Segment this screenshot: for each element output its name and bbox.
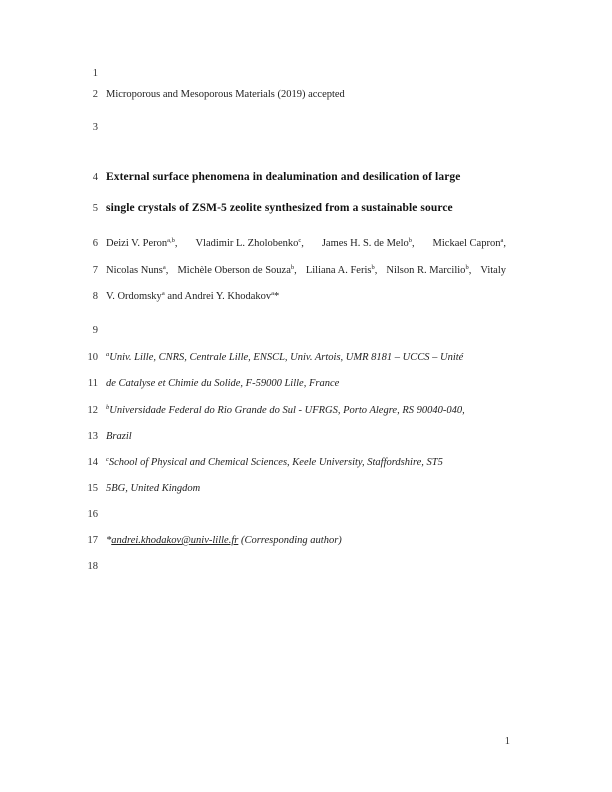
- affiliation-c: [106, 456, 506, 470]
- author-name: [386, 264, 471, 278]
- author-separator: ,: [374, 265, 378, 276]
- corresponding-star: *: [106, 535, 112, 546]
- line-number: 3: [92, 122, 98, 133]
- author-text: Michèle Oberson de Souza: [177, 265, 291, 276]
- line-number: 1: [92, 68, 98, 79]
- author-affiliation-marker: c: [298, 237, 302, 244]
- affiliation-text: Univ. Lille, CNRS, Centrale Lille, ENSCL, Univ. Artois, UMR 8181 – UCCS – Unité: [109, 352, 464, 363]
- author-name: [195, 237, 303, 251]
- author-affiliation-marker: a: [161, 290, 165, 297]
- affiliation-a: [106, 351, 506, 365]
- author-text: Mickael Capron: [432, 238, 501, 249]
- author-text: Vitaly: [480, 265, 506, 276]
- line-number: 5: [92, 203, 98, 214]
- author-text: and Andrei Y. Khodakov: [167, 291, 272, 302]
- corresponding-note: (Corresponding author): [240, 535, 342, 546]
- author-name: [167, 291, 279, 302]
- line-number: 11: [87, 378, 98, 389]
- affiliation-c-cont: 5BG, United Kingdom: [106, 483, 201, 494]
- line-number: 17: [87, 535, 98, 546]
- affiliation-text: Universidade Federal do Rio Grande do Sul - UFRGS, Porto Alegre, RS 90040-040,: [109, 405, 465, 416]
- author-affiliation-marker: a: [271, 290, 275, 297]
- author-line: [106, 237, 506, 251]
- author-name: [177, 264, 296, 278]
- line-number: 12: [87, 405, 98, 416]
- line-number: 18: [87, 561, 98, 572]
- author-name: [433, 237, 506, 251]
- author-line: [106, 290, 506, 304]
- author-line: [106, 264, 506, 278]
- author-text: Deizi V. Peron: [106, 238, 168, 249]
- line-number: 9: [92, 325, 98, 336]
- author-text: Nilson R. Marcilio: [386, 265, 466, 276]
- author-name: [480, 264, 506, 278]
- line-number: 15: [87, 483, 98, 494]
- author-affiliation-marker: b: [290, 264, 295, 271]
- author-name: [106, 264, 168, 278]
- line-number: 10: [87, 352, 98, 363]
- email-link[interactable]: andrei.khodakov@univ-lille.fr: [111, 535, 239, 546]
- author-separator: ,: [468, 265, 472, 276]
- title-text: External surface phenomena in dealumination and desilication of large: [106, 171, 461, 183]
- line-number: 14: [87, 457, 98, 468]
- paper-title-line-1: [106, 170, 506, 184]
- affiliation-marker: c: [106, 456, 109, 463]
- author-affiliation-marker: a: [162, 264, 166, 271]
- author-name: [106, 291, 165, 302]
- affiliation-b: [106, 404, 506, 418]
- journal-reference: Microporous and Mesoporous Materials (2019) accepted: [106, 89, 345, 100]
- author-separator: ,: [294, 265, 297, 276]
- affiliation-marker: b: [106, 404, 110, 411]
- corresponding-author: [106, 534, 506, 548]
- author-name: [322, 237, 415, 251]
- affiliation-a-cont: de Catalyse et Chimie du Solide, F-59000 Lille, France: [106, 378, 340, 389]
- line-number: 7: [92, 265, 98, 276]
- author-separator: ,: [503, 238, 506, 249]
- line-number: 8: [92, 291, 98, 302]
- author-separator: *: [274, 291, 280, 302]
- affiliation-text: School of Physical and Chemical Sciences, Keele University, Staffordshire, ST5: [108, 457, 443, 468]
- author-text: Vladimir L. Zholobenko: [195, 238, 299, 249]
- author-text: James H. S. de Melo: [321, 238, 409, 249]
- author-separator: ,: [301, 238, 304, 249]
- author-name: [106, 237, 178, 251]
- line-number: 16: [87, 509, 98, 520]
- author-separator: ,: [174, 238, 178, 249]
- line-number: 4: [92, 172, 98, 183]
- line-number: 13: [87, 431, 98, 442]
- author-affiliation-marker: b: [371, 264, 375, 271]
- author-text: Nicolas Nuns: [106, 265, 163, 276]
- author-text: Liliana A. Feris: [305, 265, 372, 276]
- line-number: 2: [92, 89, 98, 100]
- author-separator: ,: [165, 265, 169, 276]
- paper-title-line-2: single crystals of ZSM-5 zeolite synthesized from a sustainable source: [106, 202, 453, 214]
- page-number: 1: [504, 736, 510, 747]
- author-separator: ,: [412, 238, 415, 249]
- author-affiliation-marker: a,b: [167, 237, 175, 244]
- affiliation-marker: a: [106, 351, 110, 358]
- affiliation-b-cont: Brazil: [106, 431, 132, 442]
- line-number: 6: [92, 238, 98, 249]
- author-name: [306, 264, 378, 278]
- author-affiliation-marker: a: [500, 237, 504, 244]
- author-affiliation-marker: b: [465, 264, 469, 271]
- author-text: V. Ordomsky: [106, 291, 162, 302]
- author-affiliation-marker: b: [408, 237, 412, 244]
